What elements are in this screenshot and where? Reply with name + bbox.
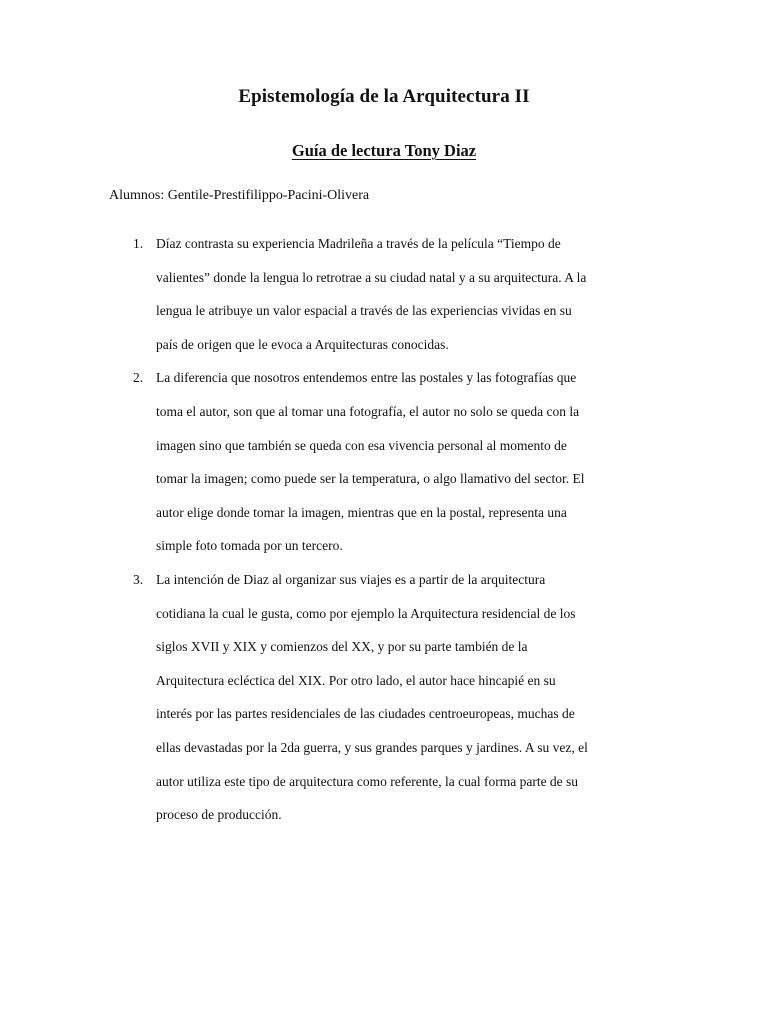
list-item-number: 2. bbox=[133, 370, 144, 386]
document-subtitle: Guía de lectura Tony Diaz bbox=[291, 141, 477, 160]
list-item-number: 3. bbox=[133, 571, 144, 587]
list-item-text: La diferencia que nosotros entendemos entre las postales y las fotografías que toma el autor, son que al tomar una fotografía, el autor no solo se queda con la imagen sino que también se queda con esa vivencia personal al momento de tomar la imagen; como puede ser la temperatura, o algo llamativo del sector. El autor elige donde tomar la imagen, mientras que en la postal, representa una simple foto tomada por un tercero. bbox=[156, 370, 585, 554]
list-item bbox=[0, 227, 768, 361]
list-item bbox=[0, 563, 768, 832]
list-item bbox=[0, 361, 768, 563]
list-item-text: La intención de Diaz al organizar sus viajes es a partir de la arquitectura cotidiana la cual le gusta, como por ejemplo la Arquitectura residencial de los siglos XVII y XIX y comienzos del XX, y por su parte también de la Arquitectura ecléctica del XIX. Por otro lado, el autor hace hincapié en su interés por las partes residenciales de las ciudades centroeuropeas, muchas de ellas devastadas por la 2da guerra, y sus grandes parques y jardines. A su vez, el autor utiliza este tipo de arquitectura como referente, la cual forma parte de su proceso de producción. bbox=[156, 571, 588, 823]
list-item-number: 1. bbox=[133, 236, 144, 251]
authors-line: Alumnos: Gentile-Prestifilippo-Pacini-Olivera bbox=[109, 188, 370, 203]
list-item-text: Díaz contrasta su experiencia Madrileña a través de la película “Tiempo de valientes” donde la lengua lo retrotrae a su ciudad natal y a su arquitectura. A la lengua le atribuye un valor espacial a través de las experiencias vividas en su país de origen que le evoca a Arquitecturas conocidas. bbox=[156, 236, 587, 352]
reading-guide-list bbox=[0, 227, 768, 832]
document-title: Epistemología de la Arquitectura II bbox=[238, 86, 530, 107]
